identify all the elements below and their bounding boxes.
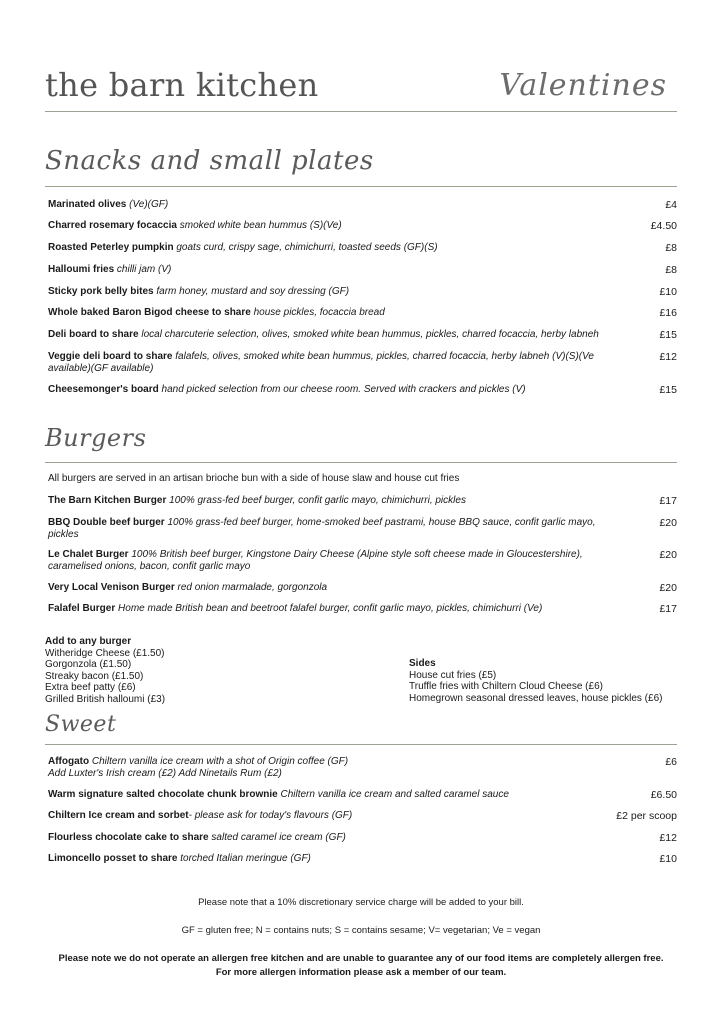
- item-desc: red onion marmalade, gorgonzola: [177, 582, 328, 593]
- item-name: Warm signature salted chocolate chunk brownie: [48, 789, 278, 800]
- service-charge-note: Please note that a 10% discretionary service charge will be added to your bill.: [198, 897, 524, 908]
- menu-item: [48, 810, 677, 822]
- item-desc: hand picked selection from our cheese room. Served with crackers and pickles (V): [161, 384, 526, 395]
- item-price: £17: [659, 603, 677, 615]
- item-name: Marinated olives: [48, 199, 127, 210]
- item-desc: 100% grass-fed beef burger, confit garlic mayo, chimichurri, pickles: [169, 495, 466, 506]
- menu-item: [48, 853, 677, 865]
- item-desc: smoked white bean hummus (S)(Ve): [179, 220, 342, 231]
- item-name: Flourless chocolate cake to share: [48, 832, 209, 843]
- menu-item: [48, 384, 677, 396]
- menu-item: [48, 603, 677, 615]
- item-desc: chilli jam (V): [116, 264, 172, 275]
- item-name: Affogato: [48, 756, 90, 767]
- dietary-key: GF = gluten free; N = contains nuts; S = contains sesame; V= vegetarian; Ve = vegan: [181, 925, 541, 936]
- item-desc: (Ve)(GF): [129, 199, 169, 210]
- item-desc: house pickles, focaccia bread: [253, 307, 385, 318]
- item-desc: - please ask for today's flavours (GF): [188, 810, 353, 821]
- item-price: £6.50: [650, 789, 677, 801]
- item-name: Deli board to share: [48, 329, 139, 340]
- item-price: £16: [659, 307, 677, 319]
- item-name: BBQ Double beef burger: [48, 517, 165, 528]
- section-title-snacks: Snacks and small plates: [45, 146, 374, 176]
- section-title-burgers: Burgers: [45, 424, 147, 452]
- menu-item: [48, 549, 677, 573]
- menu-item: [48, 789, 677, 801]
- addon-item: Grilled British halloumi (£3): [45, 693, 166, 705]
- menu-item: [48, 582, 677, 594]
- item-desc: salted caramel ice cream (GF): [211, 832, 346, 843]
- menu-item: [48, 756, 677, 780]
- burger-addons: [45, 636, 165, 705]
- burger-sides: [409, 658, 662, 704]
- item-price: £12: [659, 832, 677, 844]
- brand-title: the barn kitchen: [45, 66, 319, 104]
- menu-item: [48, 199, 677, 211]
- menu-item: [48, 264, 677, 276]
- side-item: Truffle fries with Chiltern Cloud Cheese (£6): [409, 681, 603, 692]
- item-name: Chiltern Ice cream and sorbet: [48, 810, 189, 821]
- item-desc: 100% grass-fed beef burger, home-smoked beef pastrami, house BBQ sauce, confit garlic mayo, pickles: [48, 517, 596, 540]
- item-price: £15: [659, 329, 677, 341]
- item-price: £17: [659, 495, 677, 507]
- menu-item: [48, 286, 677, 298]
- occasion-title: Valentines: [499, 68, 667, 103]
- item-price: £12: [659, 351, 677, 363]
- menu-item: [48, 495, 677, 507]
- item-extras: Add Luxter's Irish cream (£2) Add Ninetails Rum (£2): [48, 768, 282, 779]
- item-name: Limoncello posset to share: [48, 853, 178, 864]
- item-name: The Barn Kitchen Burger: [48, 495, 167, 506]
- item-desc: falafels, olives, smoked white bean hummus, pickles, charred focaccia, herby labneh (V)(S)(Ve available)(GF available): [48, 351, 594, 374]
- item-desc: goats curd, crispy sage, chimichurri, toasted seeds (GF)(S): [176, 242, 438, 253]
- item-price: £10: [659, 286, 677, 298]
- item-name: Falafel Burger: [48, 603, 116, 614]
- burgers-intro: All burgers are served in an artisan brioche bun with a side of house slaw and house cut fries: [48, 473, 460, 484]
- menu-item: [48, 242, 677, 254]
- addon-item: Witheridge Cheese (£1.50): [45, 647, 165, 659]
- sides-title: Sides: [409, 658, 436, 669]
- allergen-info-note: For more allergen information please ask a member of our team.: [215, 967, 507, 978]
- item-price: £4.50: [650, 220, 677, 232]
- item-desc: 100% British beef burger, Kingstone Dairy Cheese (Alpine style soft cheese made in Gloucestershire), caramelised onions, bacon, confit garlic mayo: [48, 549, 583, 572]
- item-name: Charred rosemary focaccia: [48, 220, 177, 231]
- item-name: Very Local Venison Burger: [48, 582, 175, 593]
- item-price: £4: [665, 199, 677, 211]
- item-desc: Chiltern vanilla ice cream and salted caramel sauce: [280, 789, 509, 800]
- addon-item: Gorgonzola (£1.50): [45, 659, 132, 670]
- item-price: £20: [659, 582, 677, 594]
- header-divider: [45, 111, 677, 112]
- item-price: £10: [659, 853, 677, 865]
- menu-item: [48, 832, 677, 844]
- item-desc: Home made British bean and beetroot falafel burger, confit garlic mayo, pickles, chimichurri (Ve): [118, 603, 543, 614]
- burgers-divider: [45, 462, 677, 463]
- item-name: Halloumi fries: [48, 264, 115, 275]
- menu-item: [48, 329, 677, 341]
- addon-item: Extra beef patty (£6): [45, 682, 136, 693]
- item-price: £6: [665, 756, 677, 768]
- item-name: Cheesemonger's board: [48, 384, 159, 395]
- item-name: Veggie deli board to share: [48, 351, 173, 362]
- side-item: House cut fries (£5): [409, 669, 497, 681]
- item-desc: torched Italian meringue (GF): [180, 853, 311, 864]
- item-name: Roasted Peterley pumpkin: [48, 242, 174, 253]
- item-price: £20: [659, 517, 677, 529]
- section-title-sweet: Sweet: [45, 712, 117, 737]
- item-price: £15: [659, 384, 677, 396]
- menu-item: [48, 517, 677, 541]
- item-desc: Chiltern vanilla ice cream with a shot of Origin coffee (GF): [91, 756, 349, 767]
- allergen-note: Please note we do not operate an allergen free kitchen and are unable to guarantee any of our food items are completely allergen free.: [58, 953, 664, 964]
- menu-item: [48, 220, 677, 232]
- item-price: £2 per scoop: [616, 810, 677, 822]
- menu-item: [48, 351, 677, 375]
- item-desc: local charcuterie selection, olives, smoked white bean hummus, pickles, charred focaccia, herby labneh: [141, 329, 599, 340]
- snacks-divider: [45, 186, 677, 187]
- item-desc: farm honey, mustard and soy dressing (GF): [156, 286, 350, 297]
- item-price: £8: [665, 242, 677, 254]
- item-name: Sticky pork belly bites: [48, 286, 154, 297]
- menu-item: [48, 307, 677, 319]
- item-name: Whole baked Baron Bigod cheese to share: [48, 307, 251, 318]
- addon-item: Streaky bacon (£1.50): [45, 670, 144, 682]
- sweet-divider: [45, 744, 677, 745]
- side-item: Homegrown seasonal dressed leaves, house pickles (£6): [409, 692, 663, 704]
- item-name: Le Chalet Burger: [48, 549, 129, 560]
- addons-title: Add to any burger: [45, 636, 132, 647]
- item-price: £8: [665, 264, 677, 276]
- item-price: £20: [659, 549, 677, 561]
